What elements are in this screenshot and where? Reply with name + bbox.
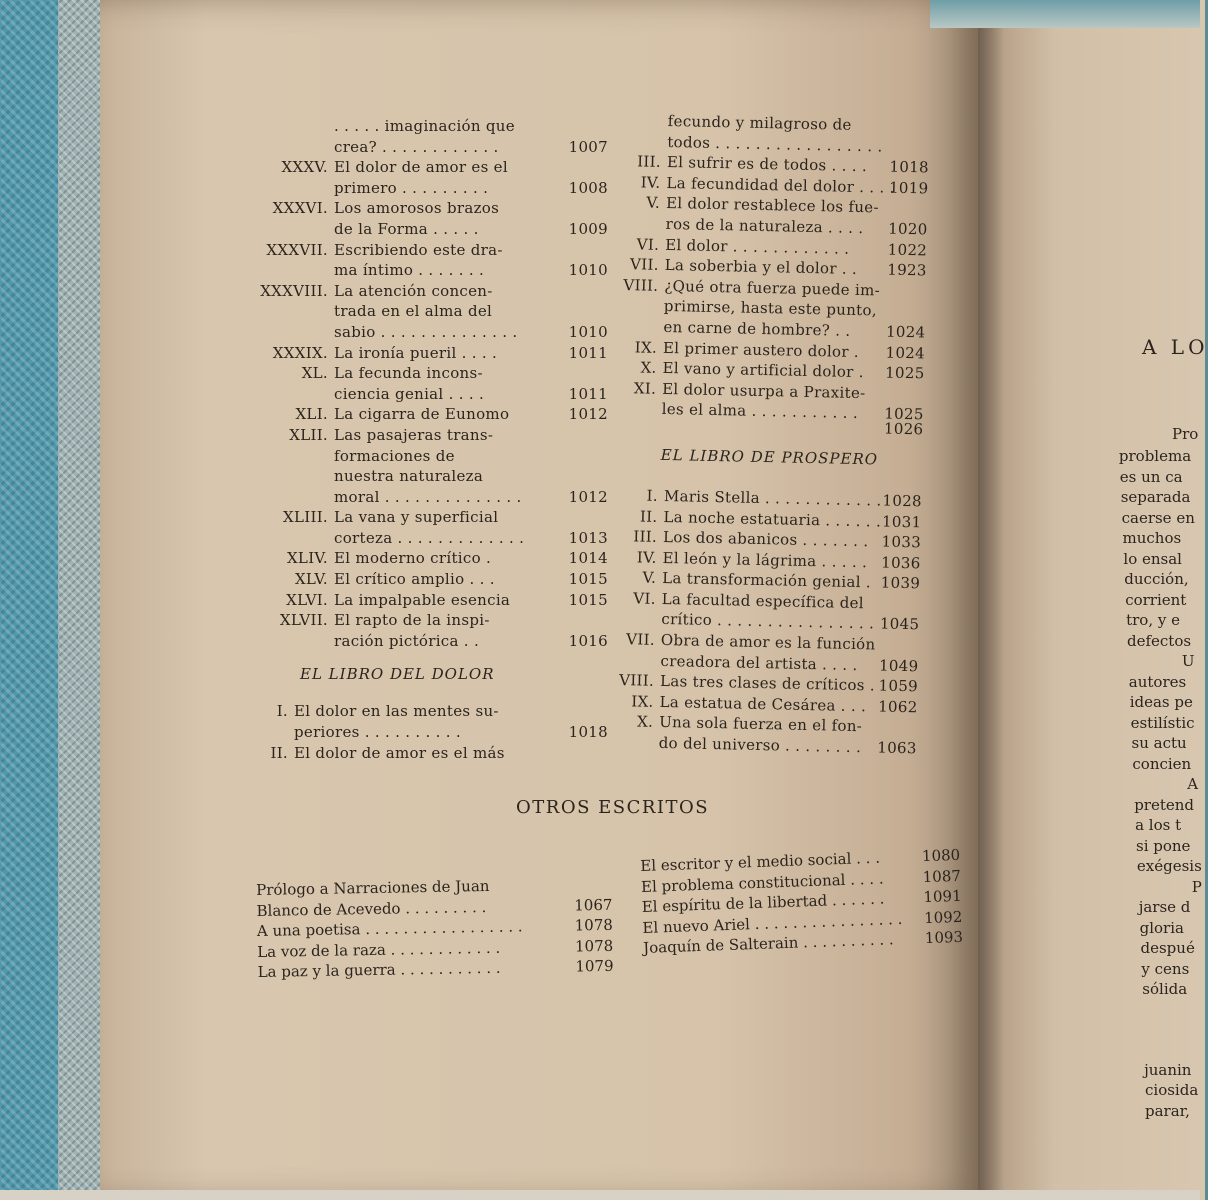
toc-entry-title: [334, 281, 517, 343]
toc-entry-title-line: formaciones de: [334, 446, 455, 465]
toc-entry-number: XL.: [301, 364, 328, 383]
toc-entry-title-line: La ironía pueril . . . .: [334, 343, 498, 362]
right-page-text-line: a los t: [1135, 816, 1182, 834]
toc-entry-number: XLIII.: [283, 508, 328, 527]
toc-entry-title: [334, 198, 499, 239]
toc-entry-title: [665, 193, 879, 239]
right-page-text-line: jarse d: [1138, 898, 1191, 916]
toc-page-number: 1026: [883, 419, 924, 439]
otros-page-number: 1080: [921, 845, 961, 866]
right-page-text-line: defectos: [1127, 631, 1192, 650]
toc-page-number: 1018: [568, 723, 608, 742]
toc-entry-title-line: ciencia genial . . . .: [334, 384, 485, 403]
right-page-text-line: ducción,: [1124, 570, 1189, 588]
toc-entry-title-line: . . . . . imaginación que: [334, 117, 515, 135]
toc-entry: [248, 701, 608, 742]
otros-entry-title-line: Blanco de Acevedo . . . . . . . . .: [256, 897, 487, 920]
toc-entry: [610, 629, 919, 677]
otros-entry-title-line: A una poetisa . . . . . . . . . . . . . . . . .: [256, 917, 523, 940]
right-page-text-line: ideas pe: [1129, 693, 1193, 711]
toc-entry-title-line: Los dos abanicos . . . . . . .: [662, 528, 869, 551]
toc-entry-title-line: El moderno crítico .: [334, 549, 492, 568]
toc-entry-title-line: La soberbia y el dolor . .: [664, 256, 858, 279]
toc-page-number: 1022: [887, 240, 928, 259]
toc-page-number: 1011: [568, 343, 608, 362]
toc-page-number: 1036: [881, 553, 921, 573]
toc-right-column: [609, 110, 930, 759]
right-page-text-line: juanin: [1144, 1060, 1192, 1079]
right-page-text-line: problema: [1118, 447, 1192, 465]
toc-page-number: 1011: [568, 384, 608, 403]
toc-entry: [248, 198, 608, 239]
toc-entry-title-line: ración pictórica . .: [334, 631, 480, 650]
toc-entry: [248, 240, 608, 281]
toc-entry-title: [334, 507, 524, 548]
toc-page-number: 1024: [885, 343, 926, 362]
toc-entry-title: [663, 276, 880, 342]
toc-entry-title-line: ma íntimo . . . . . . .: [334, 261, 485, 280]
toc-entry-title: [334, 425, 522, 507]
toc-entry-number: VI.: [636, 234, 660, 254]
toc-entry: [617, 275, 926, 343]
right-page-text-line: es un ca: [1119, 467, 1183, 486]
toc-entry-number: VII.: [629, 255, 659, 274]
toc-entry-title-line: Obra de amor es la función: [660, 630, 876, 654]
toc-page-number: 1033: [881, 532, 922, 552]
toc-entry-title: [334, 363, 484, 404]
otros-page-number: 1087: [922, 866, 962, 886]
toc-entry-title: [334, 610, 490, 651]
otros-page-number: 1078: [574, 936, 614, 955]
otros-left-column: [256, 874, 614, 983]
toc-entry: [248, 363, 608, 404]
toc-entry-number: VII.: [626, 630, 656, 649]
toc-entry-number: XLII.: [289, 425, 328, 444]
toc-entry-title-line: La transformación genial .: [662, 569, 872, 592]
toc-entry-title-line: El dolor de amor es el: [334, 158, 508, 177]
right-page-text-line: pretend: [1134, 795, 1195, 814]
toc-entry-number: I.: [646, 486, 659, 505]
toc-entry-title-line: les el alma . . . . . . . . . . .: [661, 400, 859, 423]
table-surface: [0, 1190, 1200, 1200]
toc-page-number: 1025: [884, 363, 925, 383]
toc-entry-title-line: El primer austero dolor .: [662, 338, 860, 361]
toc-prospero-entries: [609, 485, 923, 759]
right-page-text-line: corrient: [1125, 590, 1187, 609]
toc-entry: [248, 425, 608, 507]
otros-right-column: [640, 845, 963, 959]
right-page-text-line: Pro: [1172, 425, 1199, 443]
toc-entry-title: [661, 589, 875, 635]
toc-entry-title: [334, 116, 515, 157]
toc-entry: [248, 507, 608, 548]
toc-page-number: 1028: [882, 491, 923, 511]
toc-entry-title-line: corteza . . . . . . . . . . . . .: [334, 528, 525, 547]
right-page-text-line: su actu: [1131, 734, 1187, 752]
toc-entry-title-line: sabio . . . . . . . . . . . . . .: [334, 322, 518, 341]
otros-entry-title-line: El nuevo Ariel . . . . . . . . . . . . . . . .: [642, 909, 903, 937]
toc-page-number: 1015: [568, 590, 608, 609]
right-page-text-line: muchos: [1122, 529, 1182, 547]
otros-page-number: 1092: [923, 907, 963, 927]
right-page-text-line: parar,: [1145, 1101, 1190, 1120]
toc-entry-title-line: La cigarra de Eunomo: [334, 405, 510, 424]
toc-entry-title-line: fecundo y milagroso de: [667, 111, 852, 134]
toc-entry-title-line: La vana y superficial: [334, 508, 499, 527]
toc-page-number: 1007: [568, 137, 608, 156]
toc-entry-title-line: El león y la lágrima . . . . .: [662, 548, 868, 571]
toc-page-number: 1025: [884, 404, 924, 424]
toc-entry-title-line: trada en el alma del: [334, 302, 493, 321]
toc-entry-number: IX.: [634, 337, 658, 357]
otros-page-number: 1093: [924, 927, 964, 948]
toc-entry: [248, 590, 608, 611]
toc-entry-title: [294, 701, 499, 742]
toc-entry-title-line: ros de la naturaleza . . . .: [665, 214, 864, 238]
toc-entry-title-line: Las pasajeras trans-: [334, 425, 494, 444]
section-title-otros-escritos: OTROS ESCRITOS: [516, 797, 710, 818]
toc-left-column: [248, 116, 608, 763]
right-page-heading: A LO: [1142, 335, 1208, 359]
toc-entry-number: III.: [633, 527, 658, 546]
toc-page-number: 1024: [885, 322, 926, 342]
toc-entry-title-line: en carne de hombre? . .: [663, 317, 851, 340]
toc-right-entries: [616, 110, 930, 425]
right-page-text-line: y cens: [1141, 959, 1190, 978]
right-page-text-line: U: [1181, 652, 1195, 670]
right-page-text-line: separada: [1120, 488, 1191, 506]
toc-page-number: 1031: [881, 512, 922, 531]
otros-entry-title-line: Prólogo a Narraciones de Juan: [256, 876, 490, 899]
toc-entry-number: VI.: [633, 589, 656, 608]
toc-entry-number: XXXVIII.: [260, 281, 328, 300]
toc-entry: [248, 610, 608, 651]
toc-entry-title: [334, 590, 510, 611]
toc-entry-title-line: El dolor . . . . . . . . . . . .: [665, 235, 850, 258]
toc-entry-title-line: crítico . . . . . . . . . . . . . . . .: [661, 610, 875, 633]
toc-entry-title-line: La fecundidad del dolor . . . .: [666, 173, 895, 197]
otros-entry-title-line: El problema constitucional . . . .: [640, 869, 884, 896]
toc-page-number: 1059: [878, 676, 919, 696]
toc-entry-number: III.: [636, 152, 662, 172]
toc-entry-title-line: nuestra naturaleza: [334, 467, 484, 486]
toc-entry: [248, 116, 608, 157]
right-page-text-line: ciosida: [1145, 1081, 1199, 1099]
toc-page-number: 1016: [568, 631, 608, 650]
toc-entry: [621, 110, 930, 158]
toc-entry-title: [334, 404, 509, 425]
toc-entry: [248, 743, 608, 764]
toc-entry: [248, 404, 608, 425]
toc-entry-title-line: de la Forma . . . . .: [334, 219, 479, 238]
toc-entry-title-line: primero . . . . . . . . .: [334, 178, 489, 197]
toc-entry-title-line: Maris Stella . . . . . . . . . . . .: [663, 486, 882, 510]
toc-entry-title-line: La facultad específica del: [661, 589, 865, 613]
toc-page-number: 1009: [568, 219, 608, 238]
toc-entry-number: XLV.: [294, 570, 328, 589]
toc-entry-title-line: Las tres clases de críticos .: [659, 672, 876, 695]
toc-entry: [619, 192, 928, 240]
toc-page-number: 1012: [568, 487, 608, 506]
toc-entry-number: V.: [642, 568, 657, 588]
toc-entry-title-line: Escribiendo este dra-: [334, 240, 503, 259]
toc-entry-title-line: primirse, hasta este punto,: [663, 297, 878, 320]
toc-entry-number: VIII.: [623, 275, 659, 295]
toc-entry: [248, 343, 608, 364]
toc-page-number: 1015: [568, 570, 608, 589]
toc-entry-title-line: La impalpable esencia: [334, 590, 511, 609]
toc-entry-title: [334, 548, 491, 569]
right-page-text-line: caerse en: [1121, 508, 1195, 527]
toc-entry-number: VIII.: [618, 671, 655, 691]
toc-page-number: 1062: [878, 697, 918, 717]
toc-page-number: 1010: [568, 322, 608, 341]
toc-entry-title-line: Una sola fuerza en el fon-: [658, 713, 863, 736]
otros-page-number: 1067: [574, 895, 613, 914]
toc-entry-title-line: La noche estatuaria . . . . . .: [663, 507, 882, 531]
toc-left-entries: [248, 116, 608, 651]
toc-entry-title: [662, 379, 866, 424]
toc-entry-title-line: El dolor usurpa a Praxite-: [661, 379, 866, 402]
right-page-text-line: sólida: [1142, 980, 1188, 998]
toc-entry-title-line: La fecunda incons-: [334, 364, 483, 383]
toc-entry: [609, 711, 918, 759]
toc-entry-number: X.: [636, 712, 654, 732]
toc-entry-number: XXXVII.: [266, 240, 328, 259]
right-page-text-line: estilístic: [1130, 713, 1195, 732]
toc-entry-title-line: periores . . . . . . . . . .: [294, 723, 461, 742]
book-spine-band: [58, 0, 102, 1200]
toc-entry-number: XLI.: [295, 405, 328, 424]
toc-entry-number: XLVII.: [279, 611, 328, 630]
toc-entry-title-line: creadora del artista . . . .: [660, 651, 858, 674]
toc-dolor-entries: [248, 701, 608, 763]
toc-page-number: 1020: [888, 219, 928, 239]
toc-entry-title-line: El sufrir es de todos . . . .: [666, 153, 868, 176]
right-page-text-line: gloria: [1139, 918, 1184, 937]
toc-entry-title: [334, 343, 497, 364]
toc-entry-title: [334, 569, 495, 590]
toc-entry: [248, 281, 608, 343]
toc-page-number: 1923: [887, 260, 927, 280]
toc-entry-title: [294, 743, 505, 764]
toc-entry-title-line: Los amorosos brazos: [334, 199, 500, 218]
right-page-text-line: tro, y e: [1126, 611, 1180, 629]
toc-entry-title-line: El dolor de amor es el más: [294, 743, 505, 762]
toc-entry-number: V.: [646, 193, 661, 213]
toc-entry: [248, 157, 608, 198]
otros-entry-title-line: El escritor y el medio social . . .: [640, 848, 881, 875]
toc-entry-title: [334, 240, 503, 281]
toc-entry-title-line: El rapto de la inspi-: [334, 611, 490, 630]
right-page-text-line: lo ensal: [1123, 549, 1182, 568]
toc-page-number: 1013: [568, 528, 608, 547]
toc-entry-number: XXXV.: [281, 158, 328, 177]
toc-entry-title-line: La estatua de Cesárea . . .: [659, 692, 867, 716]
toc-entry-number: II.: [639, 506, 658, 526]
toc-entry-number: XLIV.: [286, 549, 328, 568]
toc-entry-title: [667, 111, 883, 157]
otros-entry-title-line: La paz y la guerra . . . . . . . . . . .: [257, 958, 501, 981]
otros-entry-title-line: La voz de la raza . . . . . . . . . . . .: [257, 938, 501, 961]
toc-entry-title-line: El crítico amplio . . .: [334, 570, 495, 589]
toc-page-number: 1008: [568, 178, 608, 197]
toc-page-number: 1049: [878, 656, 919, 675]
section-title-libro-dolor: EL LIBRO DEL DOLOR: [300, 665, 495, 684]
otros-entry-title-line: Joaquín de Salterain . . . . . . . . . .: [642, 930, 894, 957]
toc-entry-title-line: La atención concen-: [334, 281, 493, 300]
right-page-text-line: autores: [1128, 672, 1187, 691]
toc-page-number: 1018: [889, 157, 930, 177]
toc-page-number: 1039: [880, 573, 921, 593]
toc-entry-title-line: moral . . . . . . . . . . . . . .: [334, 487, 522, 506]
toc-entry-number: XXXIX.: [272, 343, 328, 362]
right-page-text-line: despué: [1140, 939, 1195, 957]
toc-entry-number: II.: [270, 743, 288, 762]
top-cover-stripe: [930, 0, 1200, 28]
toc-page-number: 1010: [568, 261, 608, 280]
section-title-libro-prospero: EL LIBRO DE PROSPERO: [660, 445, 879, 469]
toc-entry-title-line: todos . . . . . . . . . . . . . . . . .: [667, 132, 883, 156]
toc-entry-title-line: El dolor en las mentes su-: [294, 702, 499, 721]
right-page-text-line: exégesis: [1136, 857, 1202, 875]
toc-entry-title-line: El vano y artificial dolor .: [662, 359, 864, 382]
toc-entry-title-line: do del universo . . . . . . . .: [658, 733, 862, 757]
toc-entry-number: XXXVI.: [272, 199, 328, 218]
toc-entry: [616, 378, 925, 426]
toc-entry-number: IX.: [631, 692, 654, 711]
toc-entry-number: IV.: [636, 548, 657, 567]
toc-entry-title-line: crea? . . . . . . . . . . . .: [334, 137, 499, 156]
otros-page-number: 1078: [574, 915, 613, 935]
otros-entry: [256, 874, 613, 921]
toc-entry-title: [334, 157, 508, 198]
page-gutter: [978, 0, 1008, 1200]
toc-entry-number: X.: [640, 358, 657, 377]
toc-entry-number: XLVI.: [286, 590, 328, 609]
toc-entry-title-line: El dolor restablece los fue-: [665, 194, 880, 217]
right-page-text-line: concien: [1132, 754, 1192, 773]
toc-page-number: 1019: [888, 178, 929, 198]
right-page-text-line: A: [1187, 775, 1199, 793]
toc-entry-title-line: ¿Qué otra fuerza puede im-: [664, 276, 881, 300]
toc-entry-number: [622, 125, 662, 126]
otros-page-number: 1091: [923, 886, 962, 907]
otros-entry-title-line: El espíritu de la libertad . . . . . .: [641, 889, 885, 916]
toc-entry-number: XI.: [633, 379, 657, 398]
right-page-text-line: P: [1191, 877, 1202, 896]
toc-page-number: 1063: [877, 738, 917, 758]
toc-entry: [248, 569, 608, 590]
toc-entry-title: [659, 712, 863, 757]
right-page-text-line: si pone: [1136, 836, 1191, 855]
toc-page-number: 1045: [879, 614, 920, 634]
toc-entry-number: IV.: [640, 173, 661, 192]
toc-entry: [611, 588, 920, 636]
otros-page-number: 1079: [575, 956, 614, 976]
toc-entry-title: [660, 630, 875, 676]
toc-page-number: 1014: [568, 549, 608, 568]
toc-entry: [248, 548, 608, 569]
toc-page-number: 1012: [568, 405, 608, 424]
toc-entry-number: I.: [276, 702, 288, 721]
